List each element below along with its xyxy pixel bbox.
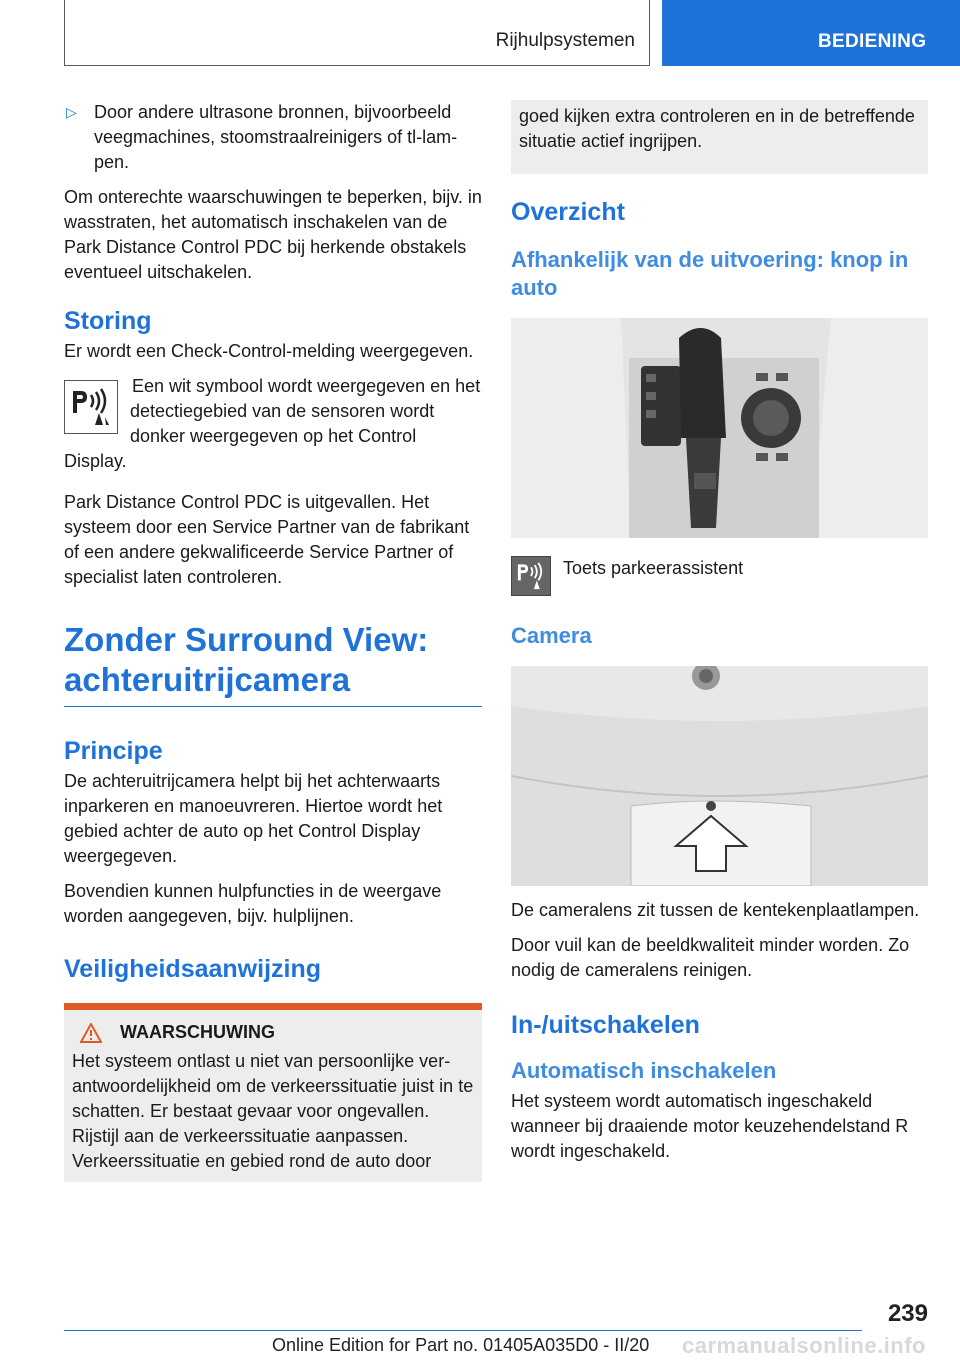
knop-caption-text: Toets parkeerassistent bbox=[563, 558, 744, 578]
paragraph-wasstraten: Om onterechte waarschuwingen te beperken, bijv. in wasstraten, het automatisch inschakelen van de Park Distance Control PDC bij herkende obstakels eventueel uitschakelen. bbox=[64, 187, 482, 282]
heading-overzicht: Overzicht bbox=[511, 198, 625, 226]
warning-continuation bbox=[511, 100, 928, 174]
right-column bbox=[511, 100, 928, 1174]
paragraph-pdc-failed: Park Distance Control PDC is uitgevallen. Het systeem door een Service Partner van de fabrikant of een andere gekwalificeerde Service Partner of specialist laten controleren. bbox=[64, 492, 470, 587]
knop-caption bbox=[511, 556, 928, 596]
header-section-title: Rijhulpsystemen bbox=[495, 30, 635, 51]
left-column bbox=[64, 100, 482, 1182]
footer-rule bbox=[64, 1330, 862, 1331]
paragraph-camera-2: Door vuil kan de beeldkwaliteit minder worden. Zo nodig de cameralens reinigen. bbox=[511, 935, 910, 980]
camera-photo bbox=[511, 666, 928, 886]
warning-continuation-text: goed kijken extra controleren en in de betreffende situatie actief ingrijpen. bbox=[519, 106, 915, 151]
paragraph-principe-2: Bovendien kunnen hulpfuncties in de weergave worden aangegeven, bijv. hulplijnen. bbox=[64, 881, 442, 926]
footer-edition: Online Edition for Part no. 01405A035D0 - II/20 bbox=[272, 1335, 650, 1355]
warning-triangle-icon bbox=[80, 1023, 102, 1043]
heading-camera: Camera bbox=[511, 623, 592, 648]
paragraph-storing: Er wordt een Check-Control-melding weergegeven. bbox=[64, 341, 474, 361]
paragraph-automatisch: Het systeem wordt automatisch ingeschakeld wanneer bij draaiende motor keuzehendelstand R wordt ingeschakeld. bbox=[511, 1091, 909, 1161]
heading-knop: Afhankelijk van de uitvoering: knop in auto bbox=[511, 247, 909, 300]
heading-in-uitschakelen: In-/uitschakelen bbox=[511, 1011, 700, 1039]
heading-safety: Veiligheidsaanwijzing bbox=[64, 955, 322, 983]
header-chapter-title: BEDIENING bbox=[818, 31, 927, 52]
heading-automatisch: Automatisch inschakelen bbox=[511, 1058, 777, 1083]
warning-box bbox=[64, 1003, 482, 1182]
warning-text: Het systeem ontlast u niet van persoonlijke verantwoordelijkheid om de verkeerssituatie juist in te schatten. Er bestaat gevaar voor ongevallen. Rijstijl aan de verkeerssituatie aanpassen. Verkeerssituatie en gebied rond de auto door bbox=[72, 1051, 474, 1171]
header-chapter-tab[interactable] bbox=[662, 0, 960, 66]
heading-storing: Storing bbox=[64, 307, 152, 335]
bullet-text: Door andere ultrasone bronnen, bijvoorbeeld veegmachines, stoomstraalreinigers of tl-lampen. bbox=[94, 102, 458, 172]
symbol-paragraph bbox=[64, 374, 482, 474]
watermark: carmanualsonline.info bbox=[682, 1333, 926, 1358]
triangle-right-icon: ▷ bbox=[66, 104, 77, 120]
page-number: 239 bbox=[887, 1300, 928, 1327]
header-section-box bbox=[64, 0, 650, 66]
park-distance-control-icon bbox=[64, 380, 118, 434]
symbol-text: Een wit symbool wordt weergegeven en het detectiegebied van de sensoren wordt donker weergegeven op het Control Display. bbox=[64, 376, 481, 471]
warning-header bbox=[72, 1022, 474, 1043]
park-assistant-button-icon bbox=[511, 556, 551, 596]
main-heading: Zonder Surround View: achteruitrijcamera bbox=[64, 620, 482, 707]
warning-label: WAARSCHUWING bbox=[120, 1022, 275, 1042]
paragraph-camera-1: De cameralens zit tussen de kentekenplaatlampen. bbox=[511, 900, 920, 920]
paragraph-principe-1: De achteruitrijcamera helpt bij het achterwaarts inparkeren en manoeuvreren. Hiertoe wordt het gebied achter de auto op het Control Display weergegeven. bbox=[64, 771, 443, 866]
heading-principe: Principe bbox=[64, 737, 163, 765]
bullet-item bbox=[64, 100, 482, 175]
console-photo bbox=[511, 318, 928, 538]
